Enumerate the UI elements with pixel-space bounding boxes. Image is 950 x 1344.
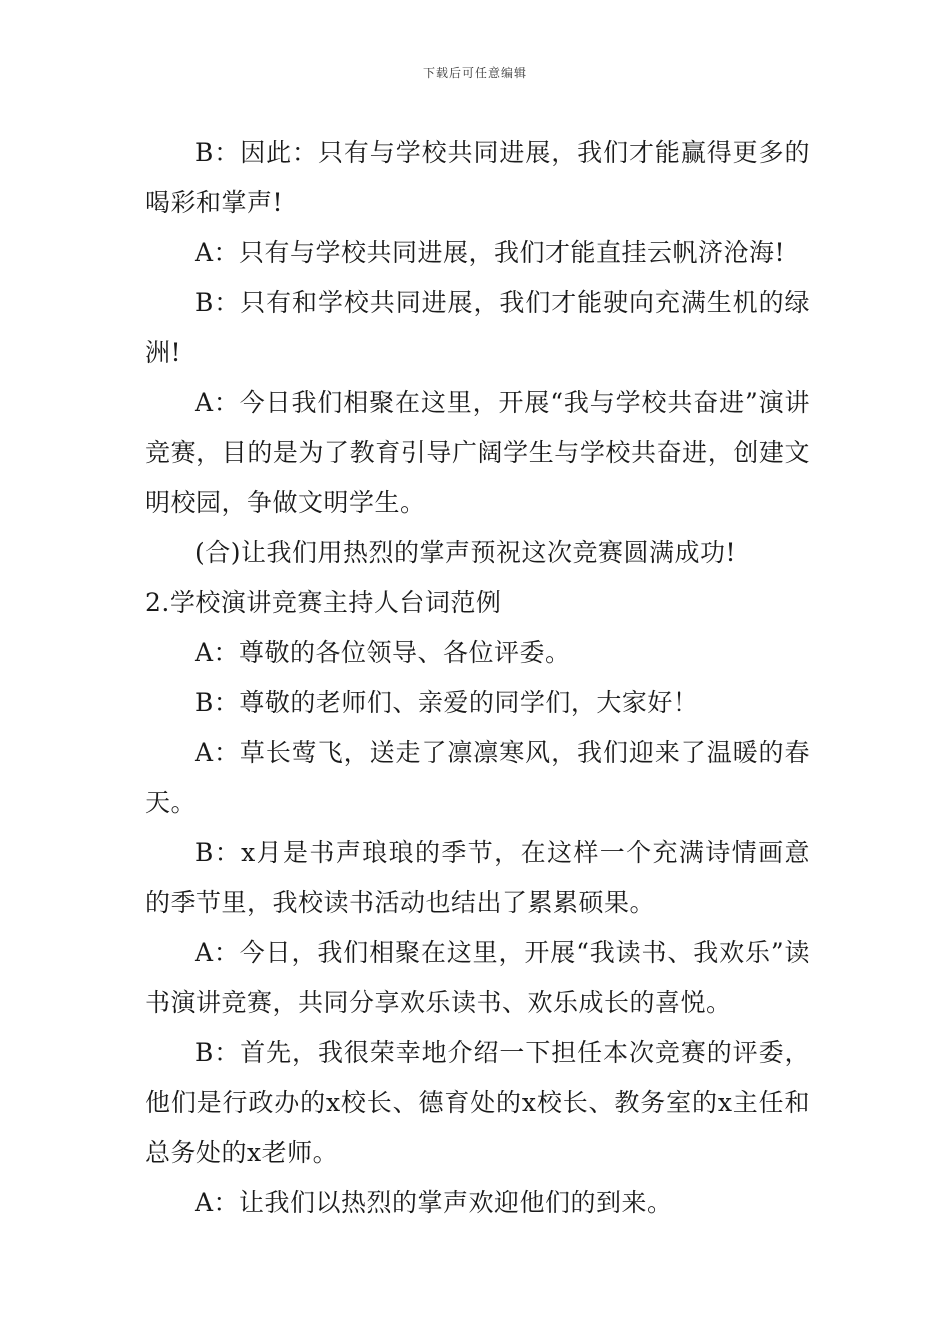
section-heading: 2.学校演讲竞赛主持人台词范例: [145, 588, 502, 617]
paragraph: A：尊敬的各位领导、各位评委。: [195, 638, 571, 667]
paragraph: B：只有和学校共同进展，我们才能驶向充满生机的绿洲!: [145, 288, 810, 367]
paragraph: A：只有与学校共同进展，我们才能直挂云帆济沧海!: [195, 238, 786, 267]
page-header: 下载后可任意编辑: [422, 66, 527, 80]
document-body: [145, 128, 810, 1228]
paragraph: (合)让我们用热烈的掌声预祝这次竞赛圆满成功!: [195, 538, 737, 567]
paragraph: A：让我们以热烈的掌声欢迎他们的到来。: [195, 1188, 673, 1217]
paragraph: A：今日我们相聚在这里，开展“我与学校共奋进”演讲竞赛，目的是为了教育引导广阔学生与学校共奋进，创建文明校园，争做文明学生。: [145, 388, 810, 517]
paragraph: A：草长莺飞，送走了凛凛寒风，我们迎来了温暖的春天。: [145, 738, 810, 817]
paragraph: B：尊敬的老师们、亲爱的同学们，大家好！: [195, 688, 699, 717]
paragraph: B：x月是书声琅琅的季节，在这样一个充满诗情画意的季节里，我校读书活动也结出了累累硕果。: [145, 838, 810, 917]
paragraph: B：首先，我很荣幸地介绍一下担任本次竞赛的评委，他们是行政办的x校长、德育处的x校长、教务室的x主任和总务处的x老师。: [145, 1038, 810, 1167]
paragraph: A：今日，我们相聚在这里，开展“我读书、我欢乐”读书演讲竞赛，共同分享欢乐读书、欢乐成长的喜悦。: [145, 938, 810, 1017]
paragraph: B：因此：只有与学校共同进展，我们才能赢得更多的喝彩和掌声!: [145, 138, 810, 217]
